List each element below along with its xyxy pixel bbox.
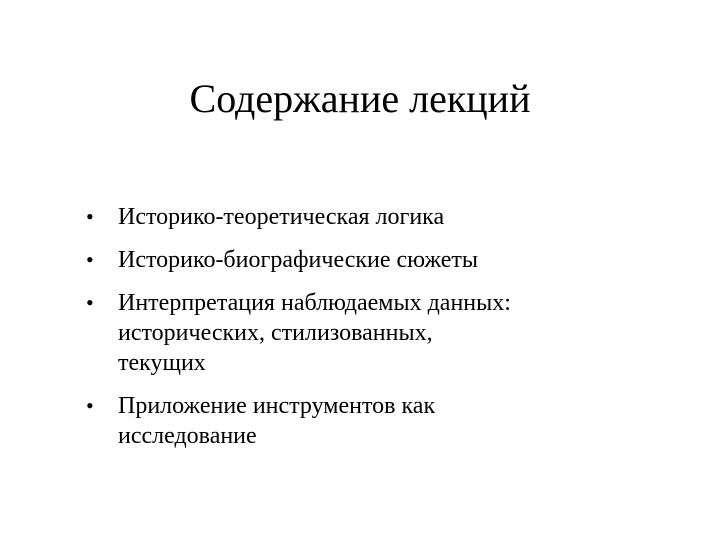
bullet-line: Историко-теоретическая логика: [118, 204, 445, 230]
list-item: [86, 288, 686, 378]
bullet-line: Приложение инструментов как: [118, 393, 436, 419]
bullet-line: Интерпретация наблюдаемых данных:: [118, 290, 511, 316]
slide-title: Содержание лекций: [189, 76, 531, 121]
bullet-list: [86, 202, 686, 464]
list-item: [86, 391, 686, 451]
bullet-icon: •: [86, 393, 94, 418]
bullet-line: исторических, стилизованных,: [118, 320, 433, 346]
bullet-line: Историко-биографические сюжеты: [118, 247, 479, 273]
bullet-icon: •: [86, 247, 94, 272]
bullet-icon: •: [86, 290, 94, 315]
bullet-icon: •: [86, 204, 94, 229]
bullet-line: текущих: [118, 350, 206, 376]
list-item: [86, 202, 686, 232]
bullet-line: исследование: [118, 423, 257, 449]
list-item: [86, 245, 686, 275]
